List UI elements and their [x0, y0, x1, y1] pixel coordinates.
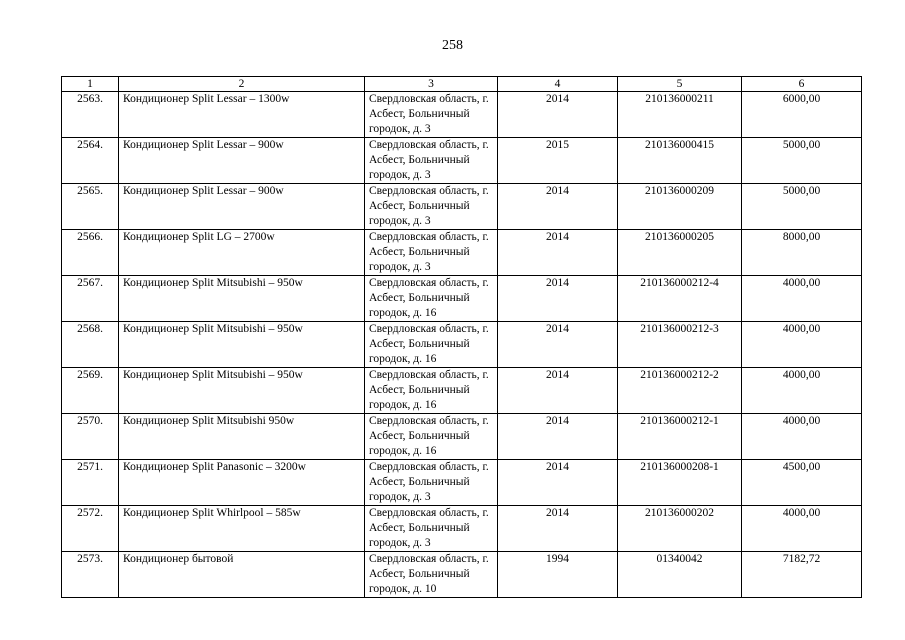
item-address: Свердловская область, г. Асбест, Больничный городок, д. 3	[365, 506, 498, 552]
row-number: 2565.	[62, 184, 119, 230]
item-name: Кондиционер Split Mitsubishi – 950w	[119, 276, 365, 322]
row-number: 2563.	[62, 92, 119, 138]
column-header-4: 4	[498, 77, 618, 92]
row-number: 2570.	[62, 414, 119, 460]
item-cost: 4000,00	[742, 414, 862, 460]
row-number: 2572.	[62, 506, 119, 552]
item-name: Кондиционер Split Mitsubishi 950w	[119, 414, 365, 460]
table-row	[62, 552, 862, 598]
inventory-number: 210136000212-4	[618, 276, 742, 322]
column-header-1: 1	[62, 77, 119, 92]
inventory-number: 210136000415	[618, 138, 742, 184]
column-header-6: 6	[742, 77, 862, 92]
item-address: Свердловская область, г. Асбест, Больничный городок, д. 16	[365, 276, 498, 322]
item-name: Кондиционер Split Lessar – 900w	[119, 184, 365, 230]
item-cost: 6000,00	[742, 92, 862, 138]
inventory-number: 210136000208-1	[618, 460, 742, 506]
item-address: Свердловская область, г. Асбест, Больничный городок, д. 16	[365, 322, 498, 368]
row-number: 2566.	[62, 230, 119, 276]
item-name: Кондиционер Split Mitsubishi – 950w	[119, 368, 365, 414]
column-header-2: 2	[119, 77, 365, 92]
item-year: 2014	[498, 184, 618, 230]
item-year: 2014	[498, 230, 618, 276]
item-name: Кондиционер Split Lessar – 1300w	[119, 92, 365, 138]
column-header-3: 3	[365, 77, 498, 92]
inventory-number: 210136000212-3	[618, 322, 742, 368]
property-registry-table	[61, 76, 862, 598]
item-cost: 8000,00	[742, 230, 862, 276]
row-number: 2568.	[62, 322, 119, 368]
item-year: 2014	[498, 322, 618, 368]
item-cost: 4000,00	[742, 506, 862, 552]
item-name: Кондиционер Split Panasonic – 3200w	[119, 460, 365, 506]
row-number: 2569.	[62, 368, 119, 414]
table-row	[62, 506, 862, 552]
item-address: Свердловская область, г. Асбест, Больничный городок, д. 16	[365, 368, 498, 414]
inventory-number: 210136000205	[618, 230, 742, 276]
item-year: 2014	[498, 506, 618, 552]
table-row	[62, 368, 862, 414]
inventory-number: 210136000211	[618, 92, 742, 138]
item-name: Кондиционер Split Mitsubishi – 950w	[119, 322, 365, 368]
item-year: 1994	[498, 552, 618, 598]
item-address: Свердловская область, г. Асбест, Больничный городок, д. 3	[365, 138, 498, 184]
item-name: Кондиционер Split Whirlpool – 585w	[119, 506, 365, 552]
item-cost: 4000,00	[742, 322, 862, 368]
table-row	[62, 414, 862, 460]
item-address: Свердловская область, г. Асбест, Больничный городок, д. 3	[365, 230, 498, 276]
table-row	[62, 184, 862, 230]
table-row	[62, 92, 862, 138]
item-year: 2014	[498, 276, 618, 322]
row-number: 2564.	[62, 138, 119, 184]
item-cost: 4000,00	[742, 276, 862, 322]
item-name: Кондиционер бытовой	[119, 552, 365, 598]
table-body	[62, 92, 862, 598]
item-address: Свердловская область, г. Асбест, Больничный городок, д. 3	[365, 184, 498, 230]
item-address: Свердловская область, г. Асбест, Больничный городок, д. 10	[365, 552, 498, 598]
page-number: 258	[442, 38, 463, 53]
inventory-number: 210136000212-2	[618, 368, 742, 414]
table-row	[62, 230, 862, 276]
item-address: Свердловская область, г. Асбест, Больничный городок, д. 3	[365, 92, 498, 138]
column-header-5: 5	[618, 77, 742, 92]
item-address: Свердловская область, г. Асбест, Больничный городок, д. 3	[365, 460, 498, 506]
item-name: Кондиционер Split LG – 2700w	[119, 230, 365, 276]
table-header-row	[62, 77, 862, 92]
item-name: Кондиционер Split Lessar – 900w	[119, 138, 365, 184]
row-number: 2573.	[62, 552, 119, 598]
item-cost: 5000,00	[742, 184, 862, 230]
item-cost: 4500,00	[742, 460, 862, 506]
item-cost: 4000,00	[742, 368, 862, 414]
table-row	[62, 322, 862, 368]
inventory-number: 210136000202	[618, 506, 742, 552]
inventory-number: 210136000212-1	[618, 414, 742, 460]
item-address: Свердловская область, г. Асбест, Больничный городок, д. 16	[365, 414, 498, 460]
table-row	[62, 276, 862, 322]
item-year: 2014	[498, 92, 618, 138]
table-row	[62, 138, 862, 184]
item-year: 2014	[498, 368, 618, 414]
inventory-number: 01340042	[618, 552, 742, 598]
inventory-number: 210136000209	[618, 184, 742, 230]
item-year: 2014	[498, 414, 618, 460]
item-cost: 5000,00	[742, 138, 862, 184]
row-number: 2567.	[62, 276, 119, 322]
table-row	[62, 460, 862, 506]
row-number: 2571.	[62, 460, 119, 506]
item-year: 2014	[498, 460, 618, 506]
item-cost: 7182,72	[742, 552, 862, 598]
item-year: 2015	[498, 138, 618, 184]
